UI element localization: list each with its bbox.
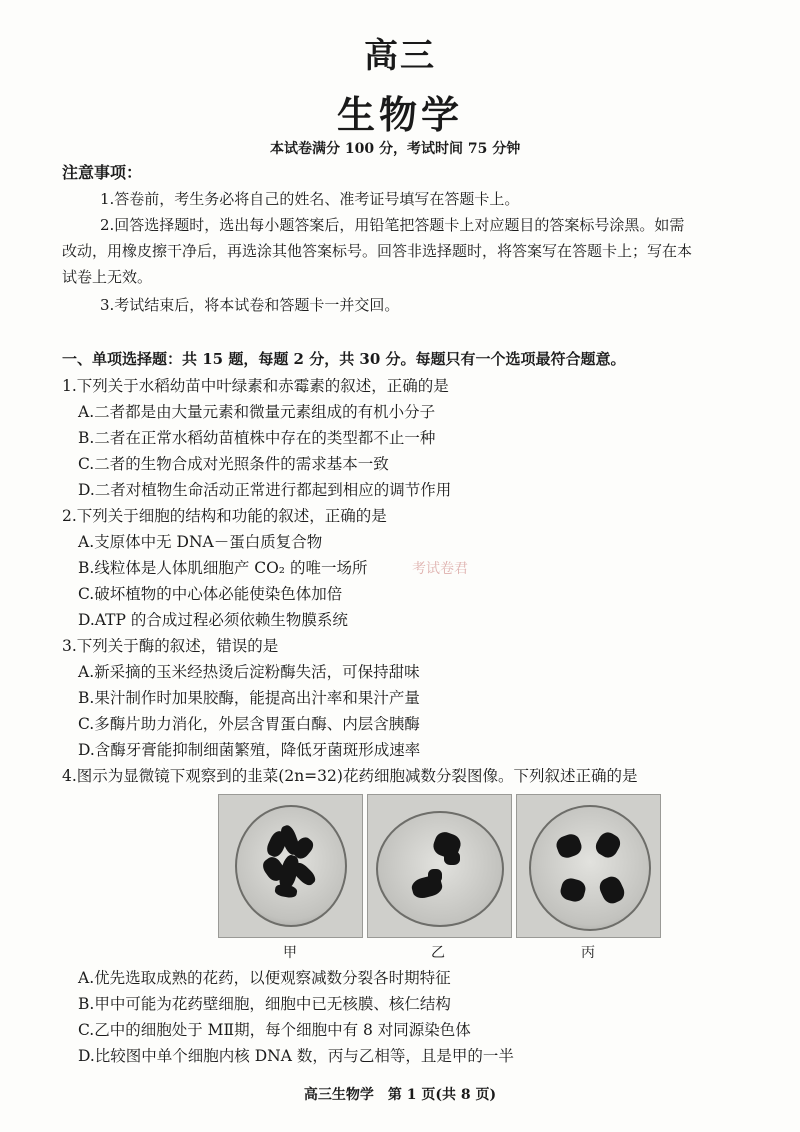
- figure-label-bing: 丙: [581, 945, 595, 961]
- question-3-option-a: A.新采摘的玉米经热烫后淀粉酶失活，可保持甜味: [78, 663, 420, 681]
- question-4-option-c: C.乙中的细胞处于 MⅡ期，每个细胞中有 8 对同源染色体: [78, 1021, 471, 1039]
- question-4-option-a: A.优先选取成熟的花药，以便观察减数分裂各时期特征: [78, 969, 451, 987]
- cell-bing: [529, 805, 651, 931]
- notice-line-2: 2.回答选择题时，选出每小题答案后，用铅笔把答题卡上对应题目的答案标号涂黑。如需: [100, 216, 685, 234]
- page-footer: 高三生物学 第 1 页(共 8 页): [303, 1087, 497, 1103]
- figure-label-yi: 乙: [431, 945, 445, 961]
- question-1-stem: 1.下列关于水稻幼苗中叶绿素和赤霉素的叙述，正确的是: [62, 377, 449, 395]
- question-3-stem: 3.下列关于酶的叙述，错误的是: [62, 637, 279, 655]
- notice-line-4: 试卷上无效。: [62, 268, 153, 286]
- notice-line-5: 3.考试结束后，将本试卷和答题卡一并交回。: [100, 296, 400, 314]
- question-1-option-c: C.二者的生物合成对光照条件的需求基本一致: [78, 455, 389, 473]
- section-title: 一、单项选择题：共 15 题，每题 2 分，共 30 分。每题只有一个选项最符合题意。: [62, 350, 626, 368]
- question-3-option-d: D.含酶牙膏能抑制细菌繁殖，降低牙菌斑形成速率: [78, 741, 421, 759]
- notice-line-3: 改动，用橡皮擦干净后，再选涂其他答案标号。回答非选择题时，将答案写在答题卡上；写在本: [62, 242, 693, 260]
- notice-line-1: 1.答卷前，考生务必将自己的姓名、准考证号填写在答题卡上。: [100, 190, 520, 208]
- question-2-option-b: B.线粒体是人体肌细胞产 CO₂ 的唯一场所: [78, 559, 368, 577]
- question-3-option-c: C.多酶片助力消化，外层含胃蛋白酶、内层含胰酶: [78, 715, 420, 733]
- micrograph-yi: [367, 794, 512, 938]
- question-3-option-b: B.果汁制作时加果胶酶，能提高出汁率和果汁产量: [78, 689, 420, 707]
- question-2-option-c: C.破坏植物的中心体必能使染色体加倍: [78, 585, 343, 603]
- question-4-stem: 4.图示为显微镜下观察到的韭菜(2n=32)花药细胞减数分裂图像。下列叙述正确的是: [62, 767, 638, 785]
- question-4-option-b: B.甲中可能为花药壁细胞，细胞中已无核膜、核仁结构: [78, 995, 451, 1013]
- watermark: 考试卷君: [412, 561, 468, 577]
- question-2-stem: 2.下列关于细胞的结构和功能的叙述，正确的是: [62, 507, 387, 525]
- grade-title: 高三: [364, 36, 436, 76]
- question-1-option-a: A.二者都是由大量元素和微量元素组成的有机小分子: [78, 403, 436, 421]
- micrograph-jia: [218, 794, 363, 938]
- question-4-option-d: D.比较图中单个细胞内核 DNA 数，丙与乙相等，且是甲的一半: [78, 1047, 514, 1065]
- question-2-option-a: A.支原体中无 DNA－蛋白质复合物: [78, 533, 323, 551]
- figure-label-jia: 甲: [283, 945, 297, 961]
- cell-yi: [376, 811, 504, 927]
- question-2-option-d: D.ATP 的合成过程必须依赖生物膜系统: [78, 611, 348, 629]
- exam-info: 本试卷满分 100 分，考试时间 75 分钟: [270, 141, 521, 157]
- question-1-option-b: B.二者在正常水稻幼苗植株中存在的类型都不止一种: [78, 429, 436, 447]
- micrograph-bing: [516, 794, 661, 938]
- subject-title: 生物学: [336, 92, 463, 137]
- notice-title: 注意事项：: [62, 163, 143, 182]
- chromosome-cluster: [444, 851, 460, 865]
- question-1-option-d: D.二者对植物生命活动正常进行都起到相应的调节作用: [78, 481, 452, 499]
- chromosome-cluster: [428, 869, 442, 883]
